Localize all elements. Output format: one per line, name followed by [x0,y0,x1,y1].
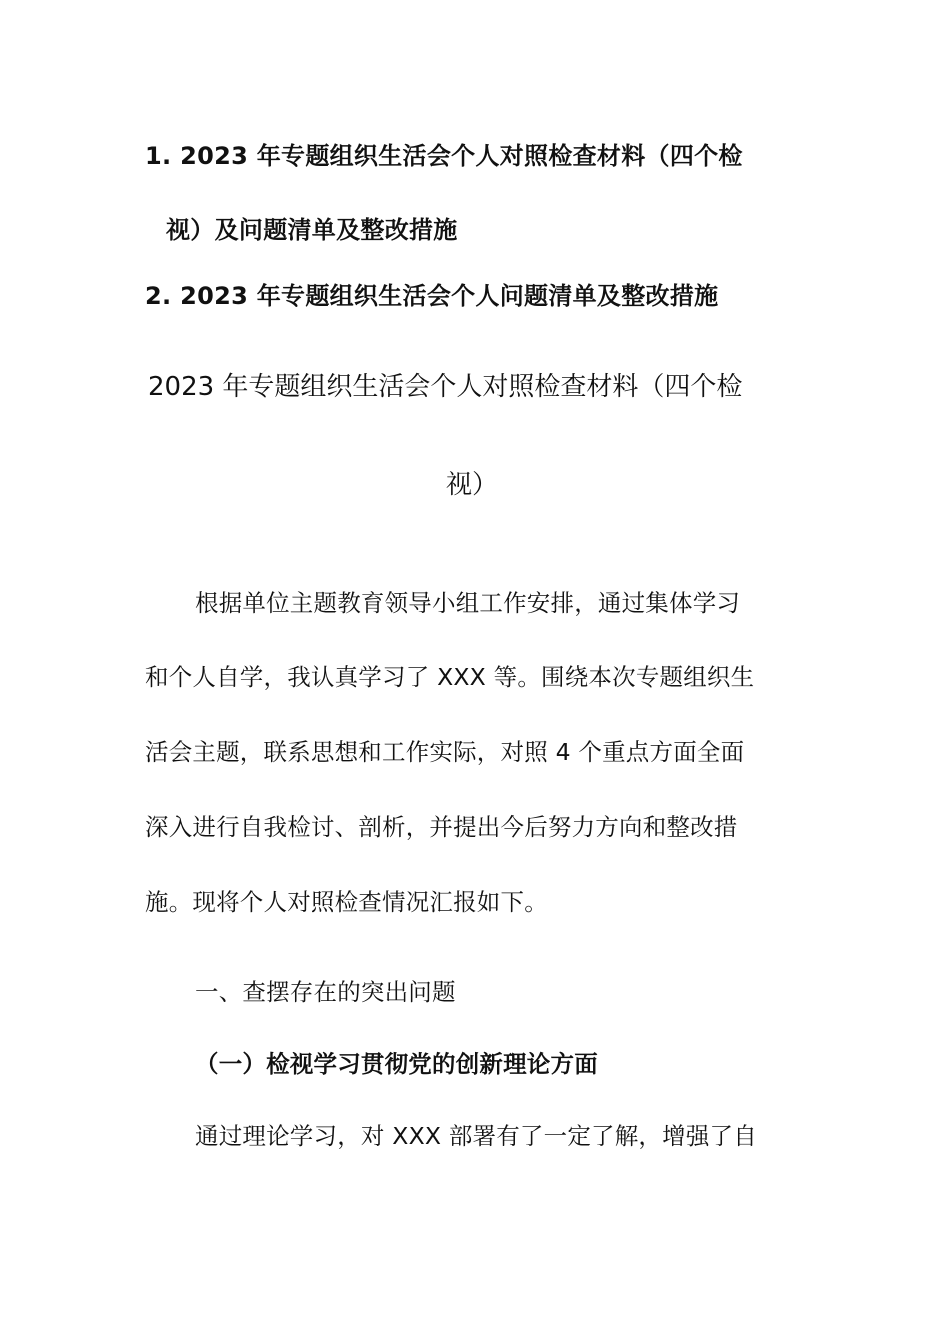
subsection-heading: （一）检视学习贯彻党的创新理论方面 [195,1050,598,1078]
toc-item-1-line-2: 视）及问题清单及整改措施 [166,216,458,244]
subsection-paragraph-line-1: 通过理论学习，对 XXX 部署有了一定了解，增强了自 [195,1122,757,1150]
intro-paragraph-line-1: 根据单位主题教育领导小组工作安排，通过集体学习 [195,589,741,617]
section-heading: 一、查摆存在的突出问题 [195,978,456,1006]
intro-paragraph-line-5: 施。现将个人对照检查情况汇报如下。 [145,888,548,916]
document-title-line-1: 2023 年专题组织生活会个人对照检查材料（四个检 [148,372,743,402]
intro-paragraph-line-4: 深入进行自我检讨、剖析，并提出今后努力方向和整改措 [145,813,738,841]
toc-item-2: 2. 2023 年专题组织生活会个人问题清单及整改措施 [145,282,719,310]
document-title-line-2: 视） [446,470,499,500]
toc-item-1-line-1: 1. 2023 年专题组织生活会个人对照检查材料（四个检 [145,142,743,170]
intro-paragraph-line-2: 和个人自学，我认真学习了 XXX 等。围绕本次专题组织生 [145,663,755,691]
intro-paragraph-line-3: 活会主题，联系思想和工作实际，对照 4 个重点方面全面 [145,738,745,766]
